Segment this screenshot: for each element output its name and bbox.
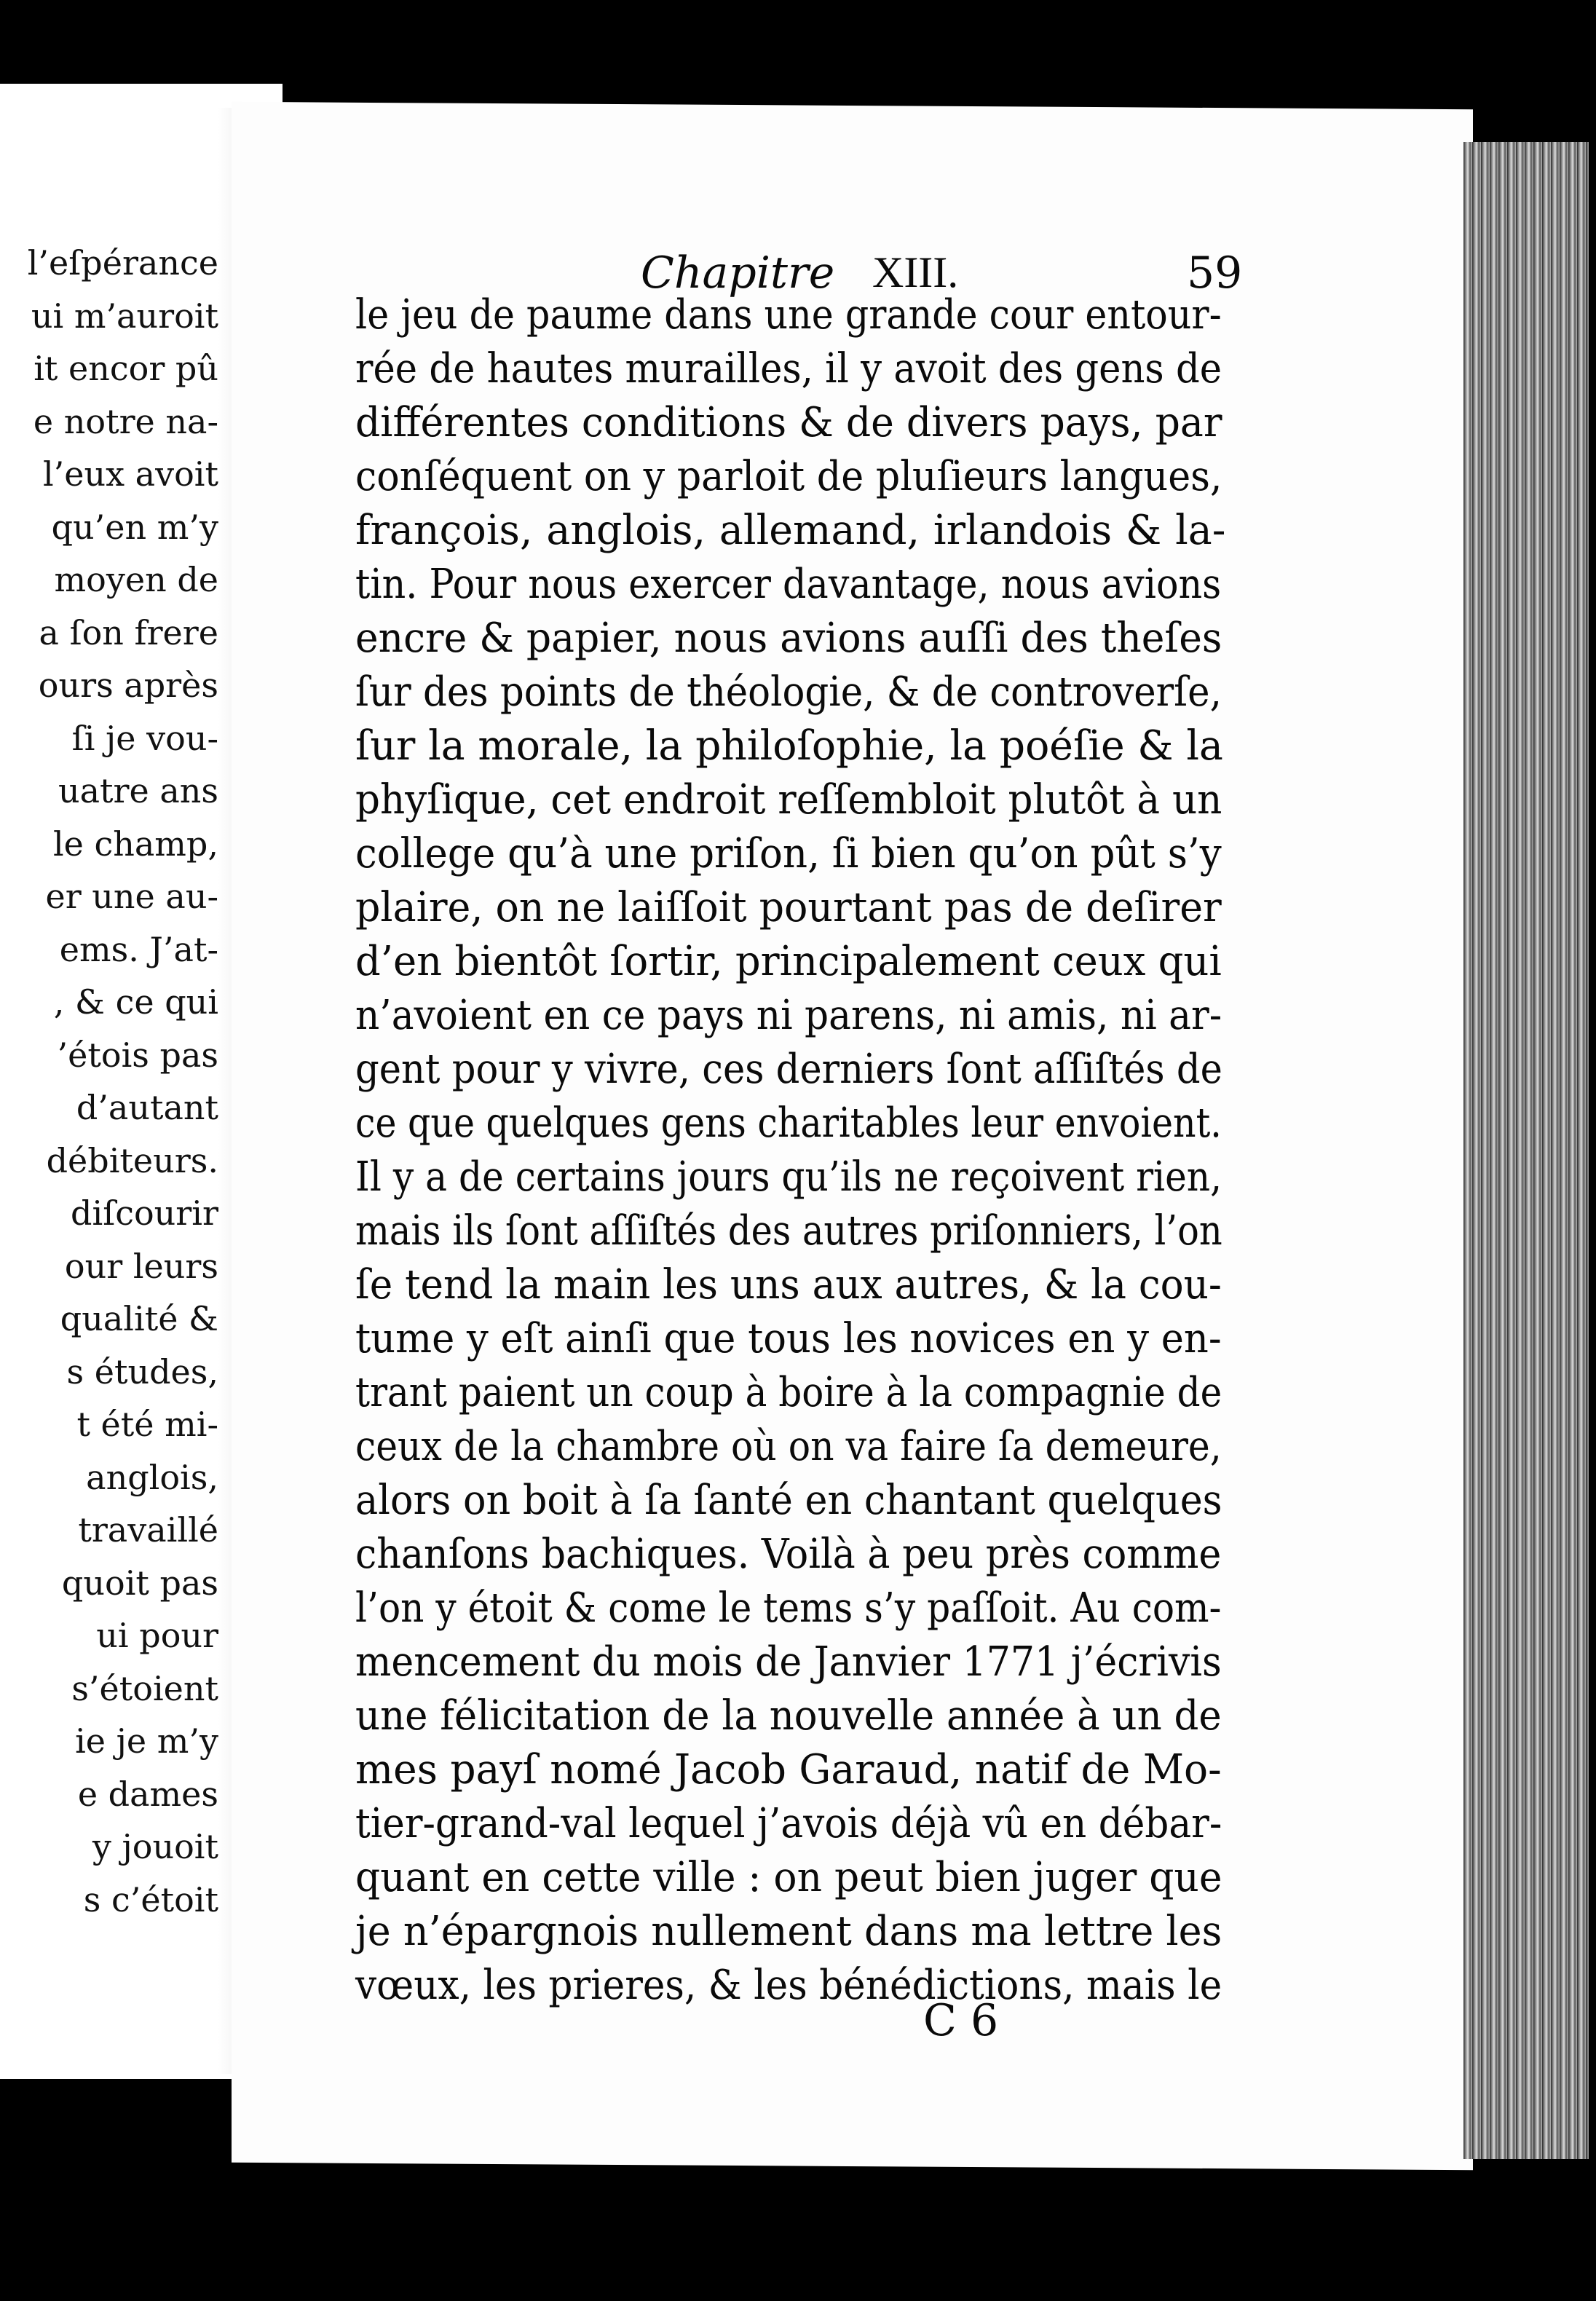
- text-line: tin. Pour nous exercer davantage, nous avions: [355, 561, 1222, 608]
- left-text-line: d’autant: [76, 1088, 218, 1127]
- left-text-line: s’étoient: [71, 1668, 218, 1708]
- left-text-line: er une au-: [45, 877, 218, 916]
- left-text-line: ’étois pas: [57, 1035, 218, 1075]
- left-text-line: qualité &: [60, 1299, 218, 1338]
- left-text-line: our leurs: [64, 1246, 218, 1286]
- text-line: n’avoient en ce pays ni parens, ni amis, ni ar-: [355, 992, 1222, 1039]
- text-line: tume y eſt ainſi que tous les novices en y en-: [355, 1315, 1222, 1362]
- text-line: mencement du mois de Janvier 1771 j’écrivis: [355, 1638, 1222, 1686]
- left-text-line: s c’étoit: [83, 1879, 218, 1919]
- text-line: plaire, on ne laiſſoit pourtant pas de deſirer: [355, 884, 1222, 931]
- left-text-line: e dames: [77, 1774, 218, 1814]
- text-line: ceux de la chambre où on va faire ſa demeure,: [355, 1423, 1222, 1470]
- text-line: encre & papier, nous avions auſſi des theſes: [355, 615, 1222, 662]
- left-text-line: l’eux avoit: [42, 454, 218, 494]
- left-text-line: qu’en m’y: [51, 507, 218, 547]
- left-text-line: débiteurs.: [46, 1140, 218, 1180]
- text-line: quant en cette ville : on peut bien juger que: [355, 1854, 1222, 1901]
- text-line: mes payſ nomé Jacob Garaud, natif de Mo-: [355, 1746, 1222, 1793]
- chapter-number: XIII.: [872, 248, 959, 296]
- text-line: l’on y étoit & come le tems s’y paſſoit. Au com-: [355, 1584, 1222, 1632]
- left-text-line: moyen de: [54, 560, 218, 599]
- left-text-line: l’eſpérance: [27, 243, 218, 283]
- page-number: 59: [1187, 248, 1243, 299]
- left-text-line: ours après: [38, 666, 218, 705]
- text-line: tier-grand-val lequel j’avois déjà vû en débar-: [355, 1800, 1222, 1847]
- text-line: gent pour y vivre, ces derniers ſont aſſiſtés de: [355, 1046, 1222, 1093]
- text-line: françois, anglois, allemand, irlandois & la-: [355, 507, 1226, 554]
- left-text-line: ſi je vou-: [71, 718, 218, 758]
- text-line: phyſique, cet endroit reſſembloit plutôt à un: [355, 776, 1222, 824]
- text-line: alors on boit à ſa ſanté en chantant quelques: [355, 1477, 1222, 1524]
- left-text-line: quoit pas: [61, 1563, 218, 1603]
- left-text-line: it encor pû: [33, 349, 218, 388]
- left-text-line: travaillé: [78, 1510, 218, 1550]
- text-line: vœux, les prieres, & les bénédictions, mais le: [355, 1962, 1222, 2009]
- left-text-line: a ſon frere: [39, 612, 218, 652]
- left-text-line: ui m’auroit: [31, 296, 218, 336]
- text-line: Il y a de certains jours qu’ils ne reçoivent rien,: [355, 1153, 1222, 1201]
- text-line: le jeu de paume dans une grande cour entour-: [355, 291, 1222, 339]
- left-text-line: e notre na-: [33, 401, 218, 441]
- left-text-line: ie je m’y: [75, 1721, 218, 1761]
- left-text-line: y jouoit: [92, 1827, 218, 1866]
- chapter-word: Chapitre: [641, 248, 835, 299]
- left-text-line: s études,: [66, 1351, 218, 1392]
- text-line: d’en bientôt ſortir, principalement ceux qui: [355, 938, 1222, 985]
- left-text-line: , & ce qui: [53, 982, 218, 1022]
- text-line: chanſons bachiques. Voilà à peu près comme: [355, 1531, 1222, 1578]
- text-line: ce que quelques gens charitables leur envoient.: [355, 1100, 1222, 1147]
- left-text-line: anglois,: [86, 1457, 218, 1497]
- body-text: [355, 291, 1236, 2019]
- text-line: ſe tend la main les uns aux autres, & la cou-: [355, 1261, 1222, 1309]
- text-line: ſur des points de théologie, & de controverſe,: [355, 668, 1222, 716]
- text-line: rée de hautes murailles, il y avoit des gens de: [355, 345, 1222, 392]
- left-text-line: uatre ans: [58, 771, 218, 810]
- text-line: une félicitation de la nouvelle année à un de: [355, 1692, 1222, 1740]
- left-text-line: t été mi-: [76, 1405, 218, 1444]
- text-line: college qu’à une priſon, ſi bien qu’on pût s’y: [355, 830, 1222, 877]
- left-text-line: diſcourir: [71, 1193, 218, 1233]
- text-line: mais ils ſont aſſiſtés des autres priſonniers, l’on: [355, 1207, 1222, 1255]
- left-text-line: ui pour: [96, 1616, 218, 1655]
- text-line: trant paient un coup à boire à la compagnie de: [355, 1369, 1222, 1416]
- left-text-line: le champ,: [52, 824, 218, 864]
- page-edges: [1463, 142, 1589, 2159]
- text-line: conſéquent on y parloit de pluſieurs langues,: [355, 453, 1222, 500]
- left-text-line: ems. J’at-: [59, 929, 218, 969]
- signature-mark: C 6: [923, 1995, 999, 2046]
- text-line: différentes conditions & de divers pays, par: [355, 399, 1222, 446]
- text-line: ſur la morale, la philoſophie, la poéſie & la: [355, 722, 1223, 770]
- text-line: je n’épargnois nullement dans ma lettre les: [355, 1908, 1222, 1955]
